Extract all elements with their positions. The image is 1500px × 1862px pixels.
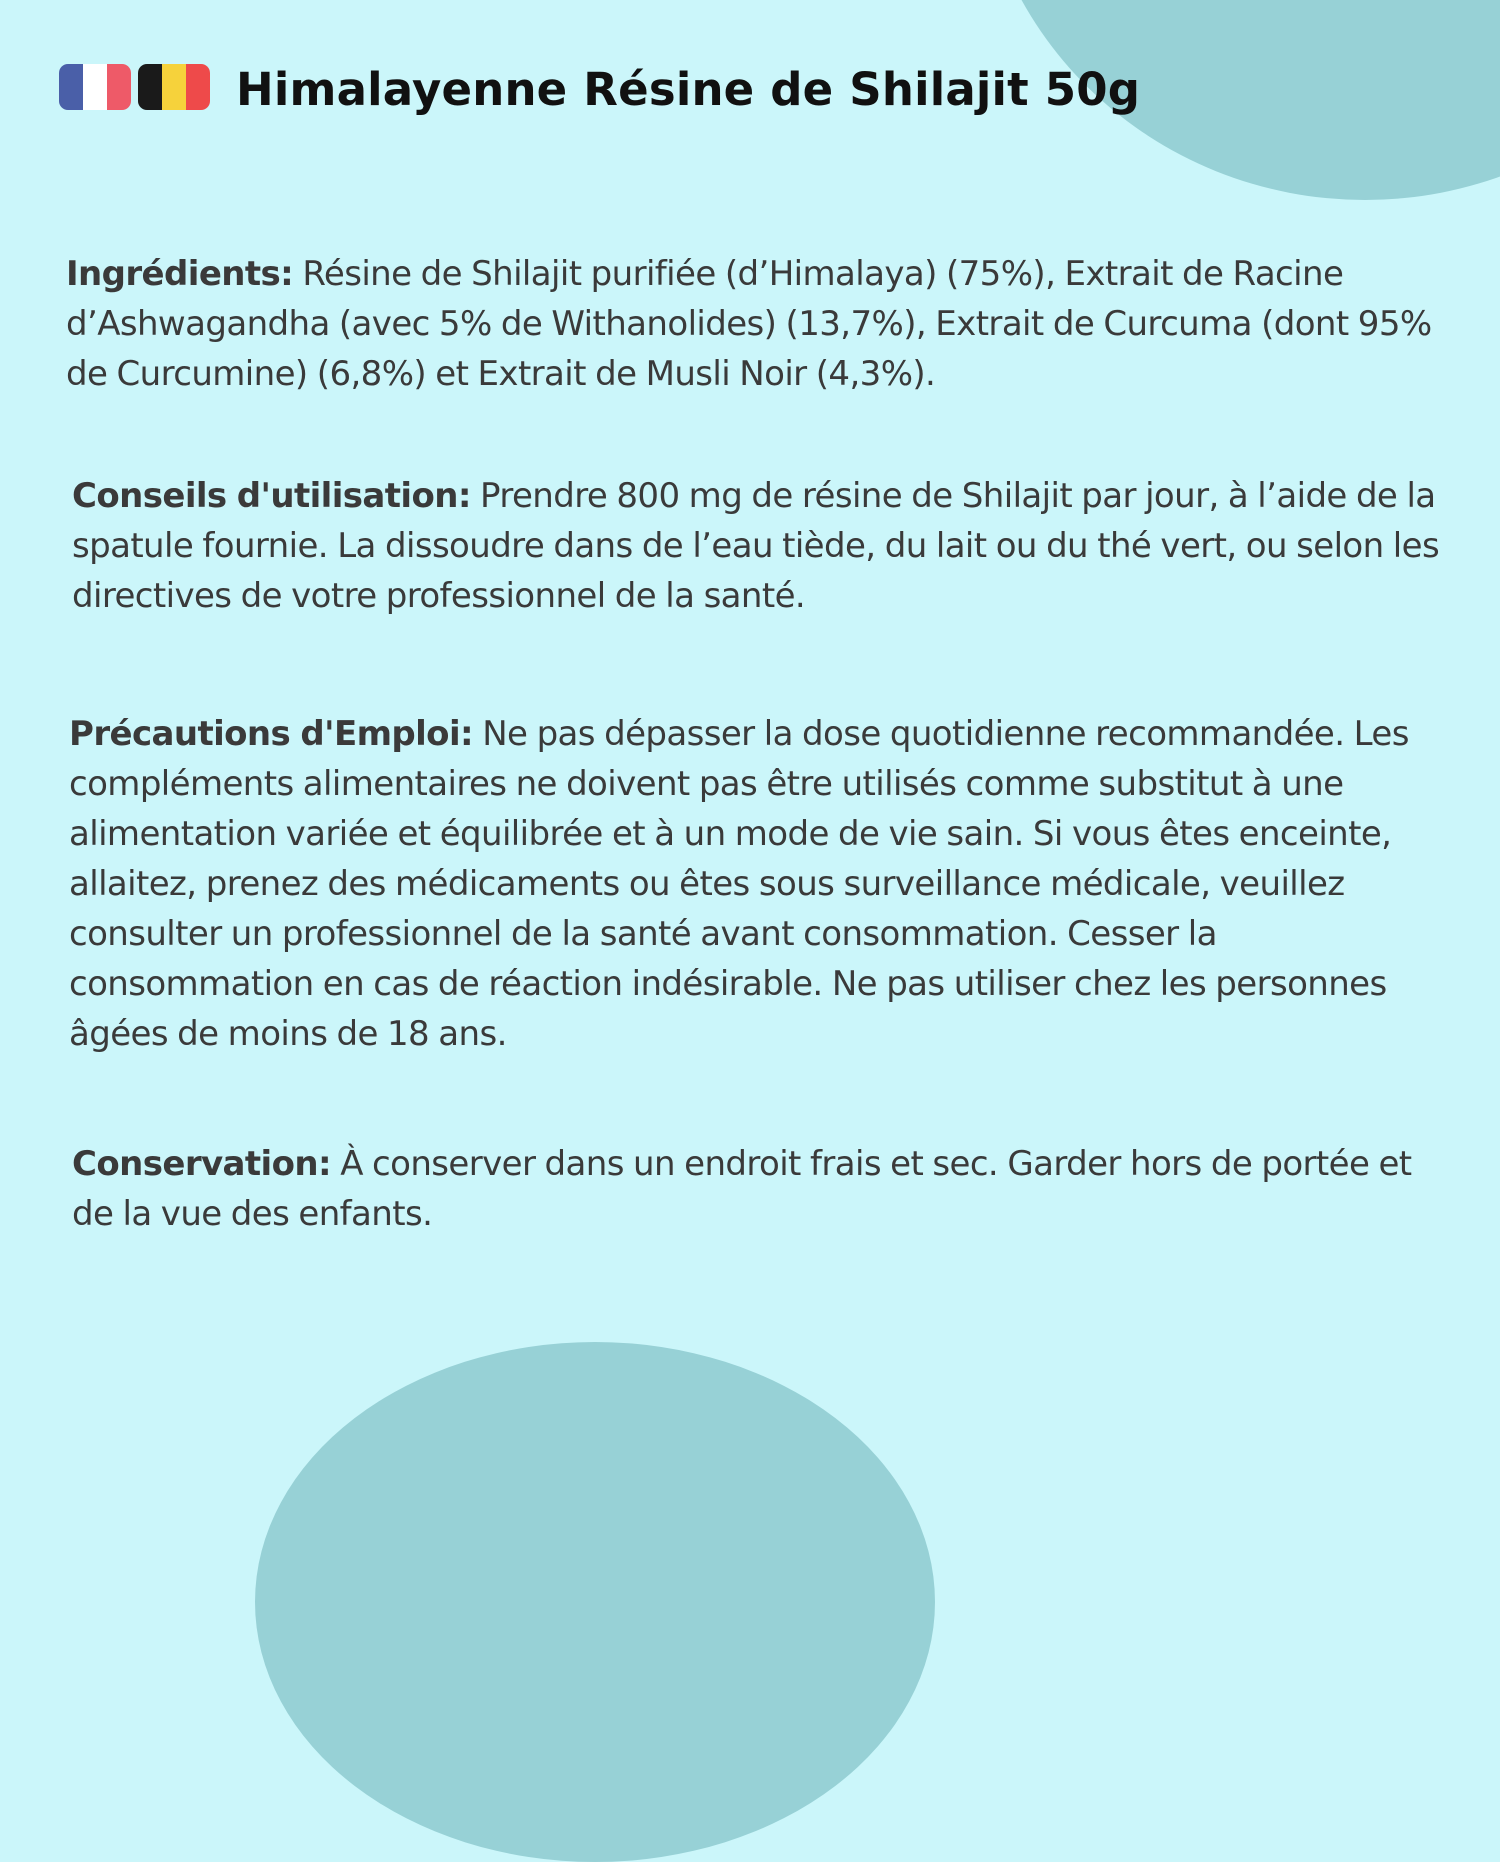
flag-stripe [186, 64, 210, 110]
flags-group [59, 64, 211, 110]
flag-stripe [107, 64, 131, 110]
usage-label: Conseils d'utilisation: [72, 476, 471, 516]
flag-stripe [83, 64, 107, 110]
precautions-section [69, 709, 1449, 1059]
usage-text: Prendre 800 mg de résine de Shilajit par jour, à l’aide de la spatule fournie. La dissoudre dans de l’eau tiède, du lait ou du thé vert, ou selon les directives de votre professionnel de la santé. [72, 476, 1440, 616]
usage-section [72, 471, 1452, 621]
ingredients-text: Résine de Shilajit purifiée (d’Himalaya) (75%), Extrait de Racine d’Ashwagandha (avec 5% de Withanolides) (13,7%), Extrait de Curcuma (dont 95% de Curcumine) (6,8%) et Extrait de Musli Noir (4,3%). [66, 254, 1432, 394]
flag-stripe [59, 64, 83, 110]
page-title: Himalayenne Résine de Shilajit 50g [236, 63, 1141, 116]
storage-section [72, 1139, 1452, 1239]
ingredients-section [66, 249, 1446, 399]
flag-france-icon [59, 64, 131, 110]
storage-label: Conservation: [72, 1144, 331, 1184]
decorative-circle-bottom [255, 1342, 935, 1862]
precautions-label: Précautions d'Emploi: [69, 714, 473, 754]
flag-stripe [162, 64, 186, 110]
ingredients-label: Ingrédients: [66, 254, 294, 294]
storage-text: À conserver dans un endroit frais et sec. Garder hors de portée et de la vue des enfants. [72, 1144, 1412, 1234]
precautions-text: Ne pas dépasser la dose quotidienne recommandée. Les compléments alimentaires ne doivent pas être utilisés comme substitut à une alimentation variée et équilibrée et à un mode de vie sain. Si vous êtes enceinte, allaitez, prenez des médicaments ou êtes sous surveillance médicale, veuillez consulter un professionnel de la santé avant consommation. Cesser la consommation en cas de réaction indésirable. Ne pas utiliser chez les personnes âgées de moins de 18 ans. [69, 714, 1409, 1054]
flag-belgium-icon [138, 64, 210, 110]
flag-stripe [138, 64, 162, 110]
